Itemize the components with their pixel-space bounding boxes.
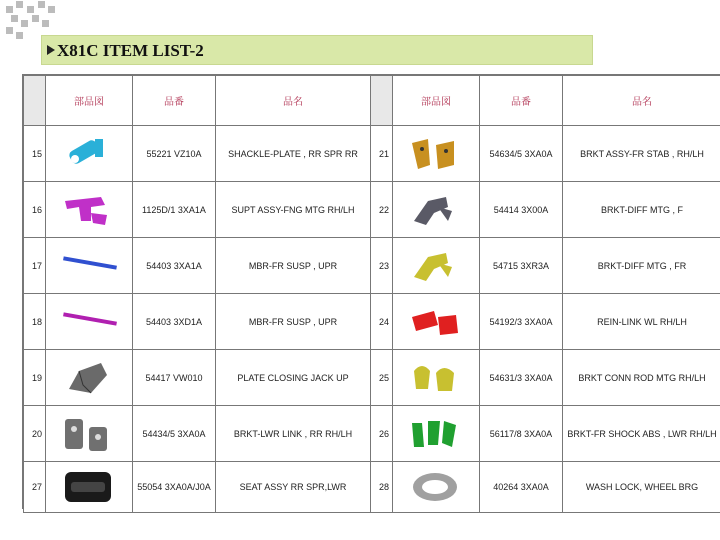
row-number: 25 — [371, 350, 393, 406]
part-name: BRKT-DIFF MTG , FR — [563, 238, 720, 294]
table-row — [24, 406, 720, 462]
part-name: SUPT ASSY-FNG MTG RH/LH — [216, 182, 371, 238]
part-number: 40264 3XA0A — [480, 462, 563, 513]
support-bracket-icon — [61, 191, 117, 229]
shackle-plate-icon — [61, 135, 117, 173]
part-name: BRKT CONN ROD MTG RH/LH — [563, 350, 720, 406]
table-header-row — [24, 76, 720, 126]
part-image-cell — [393, 462, 480, 513]
link-reinforcement-icon — [408, 303, 464, 341]
slide-title-bar — [41, 35, 593, 65]
part-number: 54414 3X00A — [480, 182, 563, 238]
table-row — [24, 182, 720, 238]
diff-bracket-icon — [408, 247, 464, 285]
part-number: 55221 VZ10A — [133, 126, 216, 182]
part-number: 54434/5 3XA0A — [133, 406, 216, 462]
header-part-no: 品番 — [480, 76, 563, 126]
part-name: WASH LOCK, WHEEL BRG — [563, 462, 720, 513]
header-part-name: 品名 — [563, 76, 720, 126]
member-bar-icon — [61, 247, 117, 285]
part-image-cell — [393, 238, 480, 294]
part-number: 54192/3 3XA0A — [480, 294, 563, 350]
stabilizer-bracket-icon — [408, 135, 464, 173]
slide-title: X81C ITEM LIST-2 — [57, 41, 204, 60]
part-name: BRKT ASSY-FR STAB , RH/LH — [563, 126, 720, 182]
row-number: 28 — [371, 462, 393, 513]
row-number: 20 — [24, 406, 46, 462]
part-number: 54403 3XD1A — [133, 294, 216, 350]
part-image-cell — [46, 238, 133, 294]
part-number: 54417 VW010 — [133, 350, 216, 406]
row-number: 15 — [24, 126, 46, 182]
part-number: 54631/3 3XA0A — [480, 350, 563, 406]
part-number: 54403 3XA1A — [133, 238, 216, 294]
row-number: 22 — [371, 182, 393, 238]
part-number: 1125D/1 3XA1A — [133, 182, 216, 238]
row-number: 24 — [371, 294, 393, 350]
lower-link-bracket-icon — [61, 415, 117, 453]
row-number: 21 — [371, 126, 393, 182]
lock-washer-icon — [408, 468, 464, 506]
part-name: SHACKLE-PLATE , RR SPR RR — [216, 126, 371, 182]
row-number: 17 — [24, 238, 46, 294]
spring-seat-icon — [61, 468, 117, 506]
part-number: 55054 3XA0A/J0A — [133, 462, 216, 513]
row-number: 27 — [24, 462, 46, 513]
part-image-cell — [46, 406, 133, 462]
table-row — [24, 238, 720, 294]
part-name: PLATE CLOSING JACK UP — [216, 350, 371, 406]
header-part-no: 品番 — [133, 76, 216, 126]
part-image-cell — [393, 182, 480, 238]
header-image: 部品図 — [46, 76, 133, 126]
part-image-cell — [46, 462, 133, 513]
conn-rod-bracket-icon — [408, 359, 464, 397]
table-row — [24, 294, 720, 350]
part-image-cell — [393, 126, 480, 182]
table-row — [24, 126, 720, 182]
row-number: 23 — [371, 238, 393, 294]
part-name: BRKT-FR SHOCK ABS , LWR RH/LH — [563, 406, 720, 462]
row-number: 26 — [371, 406, 393, 462]
header-image: 部品図 — [393, 76, 480, 126]
diff-bracket-icon — [408, 191, 464, 229]
part-name: SEAT ASSY RR SPR,LWR — [216, 462, 371, 513]
item-list-table — [22, 74, 720, 509]
row-number: 18 — [24, 294, 46, 350]
bullet-arrow-icon — [47, 45, 55, 55]
part-name: BRKT-LWR LINK , RR RH/LH — [216, 406, 371, 462]
part-name: REIN-LINK WL RH/LH — [563, 294, 720, 350]
part-image-cell — [46, 350, 133, 406]
part-name: MBR-FR SUSP , UPR — [216, 238, 371, 294]
part-image-cell — [393, 294, 480, 350]
part-image-cell — [46, 126, 133, 182]
member-bar-icon — [61, 303, 117, 341]
header-part-name: 品名 — [216, 76, 371, 126]
part-image-cell — [393, 406, 480, 462]
part-name: BRKT-DIFF MTG , F — [563, 182, 720, 238]
table-row — [24, 462, 720, 513]
shock-absorber-bracket-icon — [408, 415, 464, 453]
header-no — [24, 76, 46, 126]
part-image-cell — [393, 350, 480, 406]
closing-plate-icon — [61, 359, 117, 397]
row-number: 16 — [24, 182, 46, 238]
part-name: MBR-FR SUSP , UPR — [216, 294, 371, 350]
row-number: 19 — [24, 350, 46, 406]
decorative-squares — [0, 0, 60, 40]
part-number: 54634/5 3XA0A — [480, 126, 563, 182]
part-number: 56117/8 3XA0A — [480, 406, 563, 462]
part-number: 54715 3XR3A — [480, 238, 563, 294]
header-no — [371, 76, 393, 126]
table-row — [24, 350, 720, 406]
part-image-cell — [46, 182, 133, 238]
part-image-cell — [46, 294, 133, 350]
